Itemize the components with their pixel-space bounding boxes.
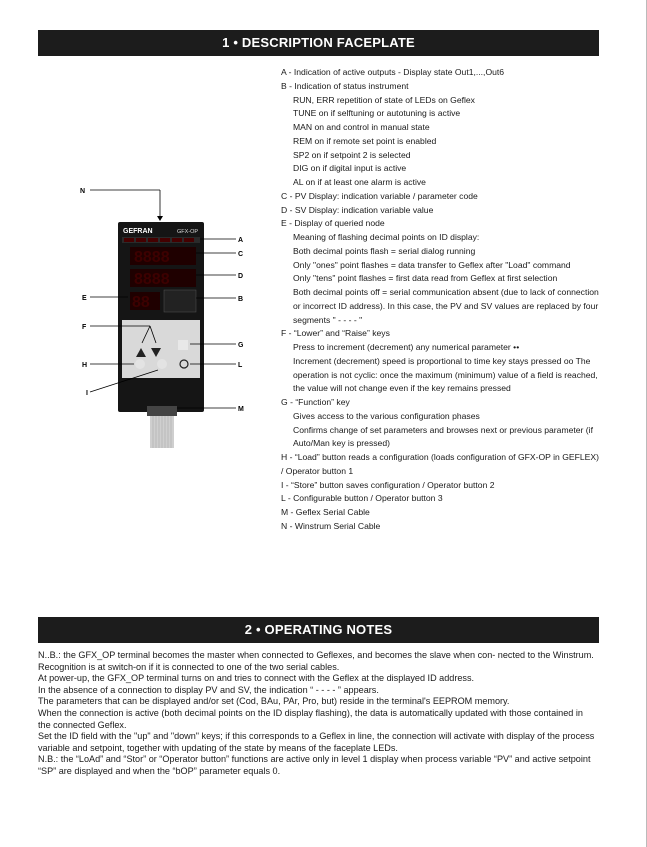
callout-b: B — [238, 296, 244, 303]
callout-f: F — [82, 324, 87, 331]
note-paragraph: When the connection is active (both decimal points on the ID display flashing), the data is automatically updated with those contained in the connected Geflex. — [38, 707, 583, 730]
desc-g: G - “Function” key — [281, 397, 350, 407]
svg-text:88: 88 — [132, 294, 150, 311]
callout-g: G — [238, 342, 244, 349]
callout-l: L — [238, 362, 243, 369]
note-paragraph: The parameters that can be displayed and/or set (Cod, BAu, PAr, Pro, but) reside in the terminal's EEPROM memory. — [38, 696, 510, 707]
callout-h: H — [82, 362, 88, 369]
desc-n: N - Winstrum Serial Cable — [281, 520, 381, 531]
callout-a: A — [238, 237, 244, 244]
note-paragraph: At power-up, the GFX_OP terminal turns on and tries to connect with the Geflex at the displayed ID address. — [38, 673, 475, 684]
svg-text:8888: 8888 — [134, 249, 170, 266]
callout-e: E — [82, 295, 87, 302]
desc-g-item: Gives access to the various configuration phases — [293, 410, 480, 421]
section-1-heading: 1 • DESCRIPTION FACEPLATE — [38, 30, 599, 56]
keypad — [122, 320, 200, 378]
note-paragraph: N.B.: the “LoAd” and “Stor” or “Operator button” functions are active only in level 1 display when process variable “PV” and active setpoint “SP” are displayed and when the “bOP” parameter equals 0. — [38, 754, 591, 776]
desc-b-item: REM on if remote set point is enabled — [293, 135, 437, 146]
desc-e: E - Display of queried node — [281, 218, 385, 229]
desc-e-item: Both decimal points off = serial communication absent (due to lack of connection or incorrect ID address). In this case, the PV and SV values are replaced by four segments " - - - - " — [293, 287, 599, 325]
status-leds — [164, 290, 196, 312]
operating-notes — [38, 650, 598, 778]
desc-a: A - Indication of active outputs - Display state Out1,...,Out6 — [281, 67, 505, 77]
desc-f-item: Press to increment (decrement) any numerical parameter •• — [293, 342, 520, 352]
callout-m: M — [238, 406, 244, 413]
desc-b-item: AL on if at least one alarm is active — [293, 177, 426, 187]
desc-b: B - Indication of status instrument — [281, 80, 409, 91]
desc-b-item: MAN on and control in manual state — [293, 122, 430, 132]
desc-m: M - Geflex Serial Cable — [281, 507, 370, 517]
desc-c: C - PV Display: indication variable / parameter code — [281, 190, 478, 201]
desc-f-item: Increment (decrement) speed is proportional to time key stays pressed oo The operation is not cyclic: once the maximum (minimum) value of a field is reached, the value will not change even if the key remains pressed — [293, 355, 598, 394]
desc-g-item: Confirms change of set parameters and browses next or previous parameter (if Auto/Man key is pressed) — [293, 424, 593, 449]
model-label: GFX-OP — [177, 229, 199, 235]
desc-e-item: Both decimal points flash = serial dialog running — [293, 245, 476, 256]
callout-n: N — [80, 188, 86, 195]
function-key — [178, 340, 188, 350]
store-key — [157, 359, 167, 369]
desc-e-item: Only "tens" point flashes = first data read from Geflex at first selection — [293, 273, 558, 284]
desc-d: D - SV Display: indication variable value — [281, 204, 434, 215]
desc-b-item: SP2 on if setpoint 2 is selected — [293, 149, 411, 160]
desc-e-item: Meaning of flashing decimal points on ID display: — [293, 232, 480, 242]
callout-i: I — [86, 390, 88, 397]
desc-e-item: Only "ones" point flashes = data transfer to Geflex after "Load" command — [293, 259, 571, 270]
brand-label: GEFRAN — [123, 228, 153, 235]
desc-b-item: DIG on if digital input is active — [293, 163, 407, 174]
section-2-heading: 2 • OPERATING NOTES — [38, 617, 599, 643]
note-paragraph: In the absence of a connection to display PV and SV, the indication “ - - - - ” appears. — [38, 684, 379, 695]
callout-d: D — [238, 273, 244, 280]
svg-text:8888: 8888 — [134, 271, 170, 288]
desc-h: H - “Load” button reads a configuration (loads configuration of GFX-OP in GEFLEX) / Operator button 1 — [281, 452, 599, 476]
load-key — [135, 359, 145, 369]
note-paragraph: Set the ID field with the "up" and "down" keys; if this corresponds to a Geflex in line, the connection will activate with display of the process variable and setpoint, together with updating of the state by means of the faceplate LEDs. — [38, 731, 595, 753]
geflex-cable-connector — [147, 406, 177, 416]
callout-c: C — [238, 251, 244, 258]
note-paragraph: Recognition is at switch-on if it is connected to one of the two serial cables. — [38, 661, 340, 672]
faceplate-diagram — [70, 180, 270, 460]
desc-l: L - Configurable button / Operator button 3 — [281, 493, 443, 504]
note-paragraph: N..B.: the GFX_OP terminal becomes the master when connected to Geflexes, and becomes the slave when con- nected to the Winstrum. — [38, 650, 594, 660]
desc-f: F - “Lower” and “Raise” keys — [281, 328, 390, 339]
desc-b-item: RUN, ERR repetition of state of LEDs on Geflex — [293, 94, 475, 105]
faceplate-description — [281, 66, 601, 534]
desc-i: I - “Store” button saves configuration / Operator button 2 — [281, 479, 495, 490]
desc-b-item: TUNE on if selftuning or autotuning is active — [293, 108, 461, 119]
